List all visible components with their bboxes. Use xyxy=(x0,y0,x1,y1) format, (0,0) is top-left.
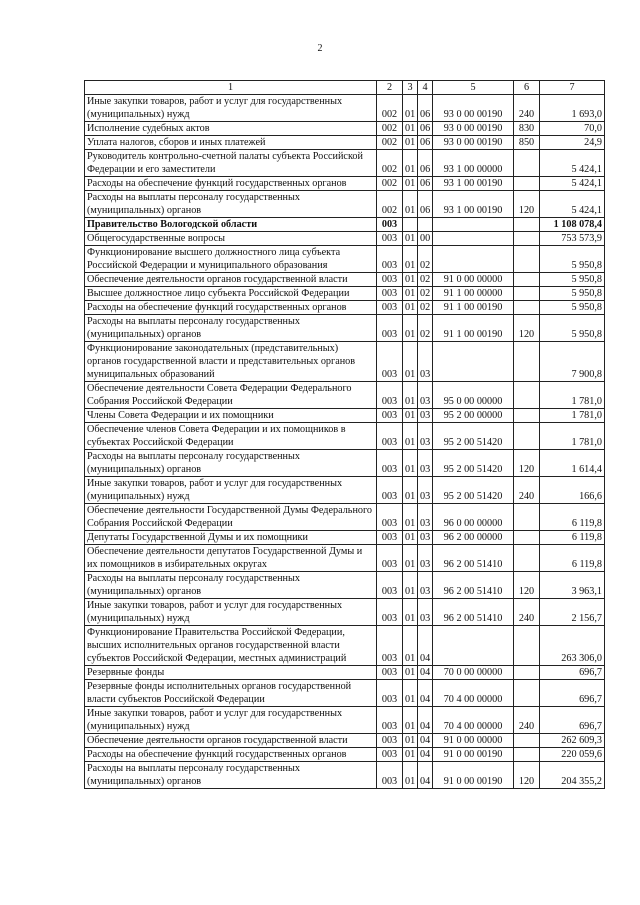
amount: 5 950,8 xyxy=(540,287,605,301)
amount: 220 059,6 xyxy=(540,748,605,762)
code-section: 01 xyxy=(403,707,418,734)
table-row xyxy=(85,762,605,789)
code-admin: 003 xyxy=(377,246,403,273)
amount: 263 306,0 xyxy=(540,626,605,666)
code-admin: 003 xyxy=(377,287,403,301)
code-subsection: 03 xyxy=(418,477,433,504)
amount: 24,9 xyxy=(540,136,605,150)
code-section: 01 xyxy=(403,734,418,748)
code-section xyxy=(403,218,418,232)
amount: 1 781,0 xyxy=(540,423,605,450)
code-admin: 002 xyxy=(377,122,403,136)
code-target xyxy=(433,246,514,273)
table-row xyxy=(85,315,605,342)
table-body xyxy=(85,95,605,789)
code-expense-type xyxy=(514,287,540,301)
amount: 5 424,1 xyxy=(540,191,605,218)
code-section: 01 xyxy=(403,232,418,246)
code-subsection: 03 xyxy=(418,409,433,423)
code-target: 91 1 00 00190 xyxy=(433,315,514,342)
code-subsection: 06 xyxy=(418,191,433,218)
row-name: Расходы на обеспечение функций государственных органов xyxy=(85,748,377,762)
column-header: 2 xyxy=(377,81,403,95)
code-expense-type xyxy=(514,545,540,572)
amount: 7 900,8 xyxy=(540,342,605,382)
row-name: Расходы на обеспечение функций государственных органов xyxy=(85,301,377,315)
row-name: Обеспечение деятельности органов государственной власти xyxy=(85,734,377,748)
code-admin: 003 xyxy=(377,572,403,599)
row-name: Расходы на выплаты персоналу государственных (муниципальных) органов xyxy=(85,572,377,599)
code-target: 93 0 00 00190 xyxy=(433,122,514,136)
code-admin: 003 xyxy=(377,504,403,531)
code-subsection: 04 xyxy=(418,680,433,707)
row-name: Иные закупки товаров, работ и услуг для государственных (муниципальных) нужд xyxy=(85,477,377,504)
code-section: 01 xyxy=(403,450,418,477)
code-subsection: 06 xyxy=(418,150,433,177)
row-name: Функционирование высшего должностного лица субъекта Российской Федерации и муниципального образования xyxy=(85,246,377,273)
code-admin: 003 xyxy=(377,599,403,626)
code-expense-type: 120 xyxy=(514,315,540,342)
code-target: 70 0 00 00000 xyxy=(433,666,514,680)
row-name: Функционирование законодательных (представительных) органов государственной власти и представительных органов муниципальных образований xyxy=(85,342,377,382)
amount: 5 424,1 xyxy=(540,177,605,191)
table-row xyxy=(85,150,605,177)
code-admin: 003 xyxy=(377,477,403,504)
code-subsection: 06 xyxy=(418,122,433,136)
amount: 1 614,4 xyxy=(540,450,605,477)
code-target: 95 2 00 51420 xyxy=(433,423,514,450)
code-admin: 003 xyxy=(377,342,403,382)
code-target xyxy=(433,342,514,382)
amount: 1 108 078,4 xyxy=(540,218,605,232)
code-expense-type: 240 xyxy=(514,599,540,626)
page-number: 2 xyxy=(317,43,323,54)
code-admin: 003 xyxy=(377,762,403,789)
code-section: 01 xyxy=(403,246,418,273)
budget-table xyxy=(84,80,605,789)
table-row xyxy=(85,301,605,315)
table-row xyxy=(85,504,605,531)
amount: 5 950,8 xyxy=(540,273,605,287)
code-admin: 003 xyxy=(377,382,403,409)
amount: 1 693,0 xyxy=(540,95,605,122)
row-name: Уплата налогов, сборов и иных платежей xyxy=(85,136,377,150)
code-section: 01 xyxy=(403,273,418,287)
code-section: 01 xyxy=(403,477,418,504)
code-expense-type: 120 xyxy=(514,572,540,599)
code-section: 01 xyxy=(403,342,418,382)
code-target: 95 2 00 00000 xyxy=(433,409,514,423)
code-section: 01 xyxy=(403,423,418,450)
table-row xyxy=(85,666,605,680)
code-admin: 002 xyxy=(377,136,403,150)
code-target: 70 4 00 00000 xyxy=(433,707,514,734)
table-row xyxy=(85,477,605,504)
code-section: 01 xyxy=(403,409,418,423)
code-admin: 003 xyxy=(377,748,403,762)
row-name: Иные закупки товаров, работ и услуг для государственных (муниципальных) нужд xyxy=(85,707,377,734)
code-expense-type xyxy=(514,246,540,273)
code-subsection: 04 xyxy=(418,762,433,789)
code-expense-type: 120 xyxy=(514,450,540,477)
code-admin: 003 xyxy=(377,734,403,748)
table-row xyxy=(85,680,605,707)
table-row xyxy=(85,122,605,136)
code-expense-type xyxy=(514,748,540,762)
code-target: 91 1 00 00190 xyxy=(433,301,514,315)
table-row xyxy=(85,342,605,382)
code-admin: 002 xyxy=(377,150,403,177)
code-section: 01 xyxy=(403,531,418,545)
table-row xyxy=(85,599,605,626)
code-expense-type xyxy=(514,218,540,232)
code-section: 01 xyxy=(403,599,418,626)
table-row xyxy=(85,748,605,762)
code-section: 01 xyxy=(403,626,418,666)
code-expense-type xyxy=(514,666,540,680)
code-target: 93 1 00 00190 xyxy=(433,177,514,191)
row-name: Члены Совета Федерации и их помощники xyxy=(85,409,377,423)
table-row xyxy=(85,382,605,409)
table-row xyxy=(85,218,605,232)
code-subsection: 02 xyxy=(418,301,433,315)
code-section: 01 xyxy=(403,150,418,177)
code-target: 91 1 00 00000 xyxy=(433,287,514,301)
amount: 753 573,9 xyxy=(540,232,605,246)
code-expense-type xyxy=(514,423,540,450)
code-admin: 003 xyxy=(377,218,403,232)
code-expense-type xyxy=(514,531,540,545)
code-admin: 003 xyxy=(377,273,403,287)
amount: 70,0 xyxy=(540,122,605,136)
code-target: 96 2 00 51410 xyxy=(433,545,514,572)
row-name: Обеспечение членов Совета Федерации и их помощников в субъектах Российской Федерации xyxy=(85,423,377,450)
code-admin: 003 xyxy=(377,423,403,450)
code-target: 93 1 00 00190 xyxy=(433,191,514,218)
column-header: 1 xyxy=(85,81,377,95)
code-subsection: 03 xyxy=(418,504,433,531)
code-section: 01 xyxy=(403,572,418,599)
amount: 696,7 xyxy=(540,707,605,734)
code-admin: 002 xyxy=(377,191,403,218)
row-name: Обеспечение деятельности Совета Федерации Федерального Собрания Российской Федерации xyxy=(85,382,377,409)
amount: 166,6 xyxy=(540,477,605,504)
table-row xyxy=(85,450,605,477)
code-section: 01 xyxy=(403,191,418,218)
row-name: Высшее должностное лицо субъекта Российской Федерации xyxy=(85,287,377,301)
amount: 696,7 xyxy=(540,666,605,680)
amount: 1 781,0 xyxy=(540,409,605,423)
table-row xyxy=(85,287,605,301)
code-expense-type xyxy=(514,150,540,177)
code-target xyxy=(433,626,514,666)
column-header: 5 xyxy=(433,81,514,95)
code-admin: 003 xyxy=(377,450,403,477)
code-subsection: 06 xyxy=(418,95,433,122)
code-admin: 003 xyxy=(377,409,403,423)
row-name: Обеспечение деятельности органов государственной власти xyxy=(85,273,377,287)
amount: 5 950,8 xyxy=(540,301,605,315)
table-row xyxy=(85,409,605,423)
row-name: Обеспечение деятельности депутатов Государственной Думы и их помощников в избирательных округах xyxy=(85,545,377,572)
amount: 3 963,1 xyxy=(540,572,605,599)
code-subsection: 03 xyxy=(418,531,433,545)
amount: 1 781,0 xyxy=(540,382,605,409)
code-expense-type xyxy=(514,232,540,246)
code-admin: 002 xyxy=(377,177,403,191)
amount: 204 355,2 xyxy=(540,762,605,789)
row-name: Расходы на обеспечение функций государственных органов xyxy=(85,177,377,191)
code-subsection: 00 xyxy=(418,232,433,246)
code-expense-type: 830 xyxy=(514,122,540,136)
code-admin: 003 xyxy=(377,531,403,545)
amount: 6 119,8 xyxy=(540,545,605,572)
code-expense-type xyxy=(514,382,540,409)
code-target: 91 0 00 00190 xyxy=(433,762,514,789)
table-row xyxy=(85,734,605,748)
amount: 5 950,8 xyxy=(540,315,605,342)
code-expense-type: 120 xyxy=(514,191,540,218)
code-target: 96 2 00 00000 xyxy=(433,531,514,545)
code-section: 01 xyxy=(403,95,418,122)
amount: 2 156,7 xyxy=(540,599,605,626)
code-section: 01 xyxy=(403,177,418,191)
code-section: 01 xyxy=(403,680,418,707)
row-name: Правительство Вологодской области xyxy=(85,218,377,232)
code-subsection: 04 xyxy=(418,707,433,734)
amount: 262 609,3 xyxy=(540,734,605,748)
code-target: 93 1 00 00000 xyxy=(433,150,514,177)
code-subsection: 04 xyxy=(418,734,433,748)
code-admin: 003 xyxy=(377,545,403,572)
code-subsection: 04 xyxy=(418,748,433,762)
code-admin: 003 xyxy=(377,707,403,734)
code-subsection: 02 xyxy=(418,246,433,273)
row-name: Общегосударственные вопросы xyxy=(85,232,377,246)
code-admin: 003 xyxy=(377,301,403,315)
code-subsection: 03 xyxy=(418,342,433,382)
table-row xyxy=(85,246,605,273)
code-admin: 003 xyxy=(377,626,403,666)
row-name: Расходы на выплаты персоналу государственных (муниципальных) органов xyxy=(85,315,377,342)
code-section: 01 xyxy=(403,504,418,531)
row-name: Руководитель контрольно-счетной палаты субъекта Российской Федерации и его заместители xyxy=(85,150,377,177)
row-name: Обеспечение деятельности Государственной Думы Федерального Собрания Российской Федерации xyxy=(85,504,377,531)
code-admin: 003 xyxy=(377,680,403,707)
code-expense-type: 240 xyxy=(514,477,540,504)
row-name: Иные закупки товаров, работ и услуг для государственных (муниципальных) нужд xyxy=(85,95,377,122)
code-section: 01 xyxy=(403,136,418,150)
table-row xyxy=(85,531,605,545)
code-subsection: 03 xyxy=(418,599,433,626)
amount: 6 119,8 xyxy=(540,531,605,545)
code-subsection: 03 xyxy=(418,423,433,450)
code-target: 95 0 00 00000 xyxy=(433,382,514,409)
code-expense-type: 120 xyxy=(514,762,540,789)
code-admin: 003 xyxy=(377,315,403,342)
table-row xyxy=(85,545,605,572)
column-header: 3 xyxy=(403,81,418,95)
code-section: 01 xyxy=(403,762,418,789)
code-section: 01 xyxy=(403,545,418,572)
code-target: 91 0 00 00000 xyxy=(433,734,514,748)
table-row xyxy=(85,707,605,734)
code-expense-type xyxy=(514,409,540,423)
code-target: 91 0 00 00190 xyxy=(433,748,514,762)
code-subsection: 02 xyxy=(418,315,433,342)
amount: 5 950,8 xyxy=(540,246,605,273)
row-name: Резервные фонды xyxy=(85,666,377,680)
code-expense-type xyxy=(514,734,540,748)
code-section: 01 xyxy=(403,748,418,762)
code-subsection: 04 xyxy=(418,626,433,666)
row-name: Расходы на выплаты персоналу государственных (муниципальных) органов xyxy=(85,191,377,218)
table-row xyxy=(85,95,605,122)
code-section: 01 xyxy=(403,301,418,315)
code-subsection: 03 xyxy=(418,450,433,477)
table-row xyxy=(85,136,605,150)
code-expense-type xyxy=(514,342,540,382)
row-name: Резервные фонды исполнительных органов государственной власти субъектов Российской Федерации xyxy=(85,680,377,707)
row-name: Депутаты Государственной Думы и их помощники xyxy=(85,531,377,545)
code-section: 01 xyxy=(403,382,418,409)
code-subsection: 04 xyxy=(418,666,433,680)
column-header: 6 xyxy=(514,81,540,95)
code-target: 96 0 00 00000 xyxy=(433,504,514,531)
code-expense-type xyxy=(514,626,540,666)
code-subsection: 03 xyxy=(418,572,433,599)
amount: 696,7 xyxy=(540,680,605,707)
code-section: 01 xyxy=(403,666,418,680)
code-admin: 003 xyxy=(377,666,403,680)
row-name: Расходы на выплаты персоналу государственных (муниципальных) органов xyxy=(85,762,377,789)
code-section: 01 xyxy=(403,315,418,342)
row-name: Исполнение судебных актов xyxy=(85,122,377,136)
code-target: 93 0 00 00190 xyxy=(433,136,514,150)
code-subsection: 06 xyxy=(418,177,433,191)
code-target: 93 0 00 00190 xyxy=(433,95,514,122)
table-row xyxy=(85,232,605,246)
code-subsection xyxy=(418,218,433,232)
table-row xyxy=(85,191,605,218)
code-subsection: 03 xyxy=(418,382,433,409)
table-row xyxy=(85,572,605,599)
code-admin: 003 xyxy=(377,232,403,246)
code-target: 70 4 00 00000 xyxy=(433,680,514,707)
code-expense-type xyxy=(514,504,540,531)
code-expense-type xyxy=(514,680,540,707)
code-target xyxy=(433,232,514,246)
column-header: 4 xyxy=(418,81,433,95)
code-expense-type xyxy=(514,177,540,191)
code-target: 91 0 00 00000 xyxy=(433,273,514,287)
table-row xyxy=(85,626,605,666)
code-target: 95 2 00 51420 xyxy=(433,477,514,504)
table-row xyxy=(85,177,605,191)
header-row xyxy=(85,81,605,95)
row-name: Функционирование Правительства Российской Федерации, высших исполнительных органов государственной власти субъектов Российской Федерации, местных администраций xyxy=(85,626,377,666)
row-name: Расходы на выплаты персоналу государственных (муниципальных) органов xyxy=(85,450,377,477)
code-section: 01 xyxy=(403,122,418,136)
code-subsection: 02 xyxy=(418,273,433,287)
amount: 6 119,8 xyxy=(540,504,605,531)
amount: 5 424,1 xyxy=(540,150,605,177)
code-expense-type xyxy=(514,273,540,287)
row-name: Иные закупки товаров, работ и услуг для государственных (муниципальных) нужд xyxy=(85,599,377,626)
code-subsection: 02 xyxy=(418,287,433,301)
table-row xyxy=(85,273,605,287)
code-subsection: 06 xyxy=(418,136,433,150)
code-subsection: 03 xyxy=(418,545,433,572)
code-expense-type xyxy=(514,301,540,315)
code-expense-type: 240 xyxy=(514,707,540,734)
code-admin: 002 xyxy=(377,95,403,122)
code-expense-type: 850 xyxy=(514,136,540,150)
code-target: 96 2 00 51410 xyxy=(433,599,514,626)
code-target: 95 2 00 51420 xyxy=(433,450,514,477)
code-section: 01 xyxy=(403,287,418,301)
code-target: 96 2 00 51410 xyxy=(433,572,514,599)
table-row xyxy=(85,423,605,450)
code-expense-type: 240 xyxy=(514,95,540,122)
column-header: 7 xyxy=(540,81,605,95)
code-target xyxy=(433,218,514,232)
